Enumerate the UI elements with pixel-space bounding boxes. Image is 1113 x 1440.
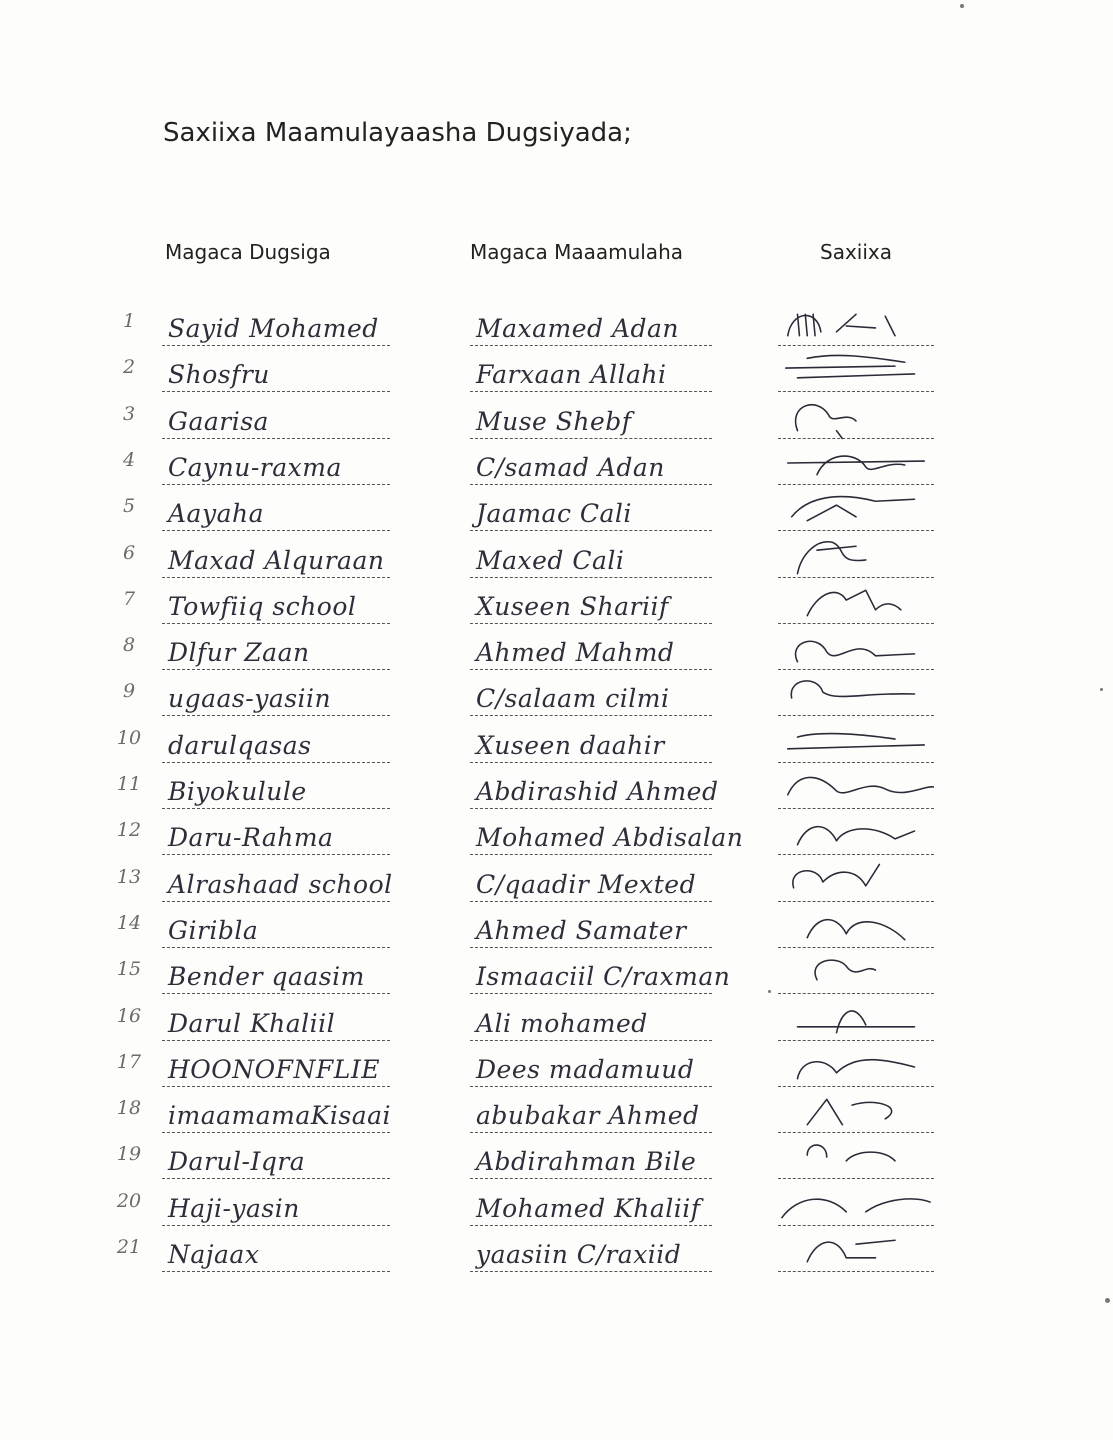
signature-scribble [778,626,934,672]
school-name: Bender qaasim [168,962,365,992]
school-name: Towfiiq school [168,591,357,621]
row-number: 16 [116,1004,142,1027]
principal-name: Ahmed Samater [476,915,687,945]
signature-field [778,1232,934,1272]
principal-name: Ismaaciil C/raxman [476,962,731,992]
signature-scribble [778,765,934,811]
table-row [0,1049,1113,1093]
school-name: Maxad Alquraan [168,545,385,575]
principal-name-field [470,630,712,670]
row-number: 13 [116,865,142,888]
row-number: 11 [116,773,142,795]
school-name-field [162,445,390,485]
principal-name: C/samad Adan [476,452,665,482]
principal-name: yaasiin C/raxiid [476,1240,682,1269]
principal-name-field [470,676,712,716]
signature-scribble [778,904,934,950]
row-number: 4 [122,448,136,471]
principal-name-field [470,815,744,855]
signature-field [778,1001,934,1041]
signature-field [778,491,934,531]
school-name: Alrashaad school [168,869,393,899]
school-name: Caynu-raxma [168,452,342,482]
school-name-field [162,1047,390,1087]
signature-field [778,1139,934,1179]
principal-name-field [470,538,712,578]
table-row [0,447,1113,491]
school-name: Aayaha [168,499,264,529]
signature-field [778,1093,934,1133]
school-name: HOONOFNFLIE [168,1054,380,1084]
signature-scribble [778,1135,934,1181]
signature-field [778,1047,934,1087]
school-name-field [162,908,390,948]
signature-field [778,815,934,855]
signature-scribble [778,441,934,487]
signature-field [778,723,934,763]
signature-field [778,630,934,670]
principal-name: Dees madamuud [476,1054,695,1084]
principal-name-field [470,306,712,346]
row-number: 18 [116,1097,142,1120]
row-number: 15 [116,958,142,981]
principal-name-field [470,1001,712,1041]
school-name-field [162,862,393,902]
signature-scribble [778,395,934,441]
principal-name: Abdirahman Bile [476,1147,697,1177]
signature-scribble [778,811,934,857]
row-number: 3 [122,402,136,425]
table-row [0,956,1113,1000]
school-name: Darul Khaliil [168,1008,336,1038]
school-name-field [162,630,390,670]
principal-name: Xuseen daahir [476,730,665,760]
signature-field [778,306,934,346]
column-header-school: Magaca Dugsiga [165,240,331,264]
school-name: Biyokulule [168,777,307,806]
signature-field [778,862,934,902]
table-row [0,1188,1113,1232]
principal-name-field [470,584,712,624]
row-number: 6 [122,541,136,564]
row-number: 7 [122,587,136,610]
scan-speck [1100,688,1103,691]
table-row [0,1141,1113,1185]
table-row [0,354,1113,398]
school-name-field [162,352,390,392]
signature-scribble [778,719,934,765]
principal-name-field [470,399,712,439]
row-number: 21 [116,1236,142,1258]
school-name-field [162,1093,390,1133]
principal-name: Mohamed Abdisalan [476,823,744,853]
school-name-field [162,954,390,994]
principal-name-field [470,1186,712,1226]
row-number: 12 [116,819,142,842]
principal-name: Farxaan Allahi [476,360,667,390]
signature-scribble [778,1043,934,1089]
school-name-field [162,306,390,346]
school-name: Sayid Mohamed [168,314,379,343]
school-name: ugaas-yasiin [168,684,332,714]
page-title: Saxiixa Maamulayaasha Dugsiyada; [163,118,632,148]
principal-name-field [470,491,712,531]
school-name: darulqasas [168,730,312,760]
principal-name-field [470,769,719,809]
principal-name: Maxamed Adan [476,314,680,343]
school-name: Haji-yasin [168,1193,300,1223]
table-row [0,1095,1113,1139]
signature-field [778,769,934,809]
row-number: 20 [116,1189,142,1212]
table-row [0,864,1113,908]
table-row [0,910,1113,954]
column-header-head: Magaca Maaamulaha [470,240,683,264]
principal-name-field [470,908,712,948]
school-name-field [162,538,390,578]
school-name: Giribla [168,915,259,945]
principal-name-field [470,1047,712,1087]
signature-scribble [778,858,934,904]
row-number: 2 [122,356,136,379]
school-name-field [162,491,390,531]
signature-field [778,584,934,624]
signature-field [778,908,934,948]
signature-field [778,676,934,716]
table-row [0,540,1113,584]
school-name-field [162,815,390,855]
row-number: 17 [116,1050,142,1073]
principal-name: Ali mohamed [476,1008,648,1038]
row-number: 10 [116,726,142,749]
principal-name-field [470,1093,712,1133]
row-number: 5 [122,495,136,518]
school-name: Daru-Rahma [168,823,334,853]
school-name-field [162,1186,390,1226]
school-name: Shosfru [168,360,270,390]
row-number: 19 [116,1143,142,1166]
row-number: 9 [122,680,136,703]
column-header-signature: Saxiixa [820,240,892,264]
table-row [0,632,1113,676]
scan-speck [1105,1298,1110,1303]
signature-scribble [778,997,934,1043]
principal-name-field [470,862,712,902]
school-name: Dlfur Zaan [168,638,310,668]
school-name-field [162,399,390,439]
principal-name: Xuseen Shariif [476,591,669,621]
signature-scribble [778,1228,934,1274]
table-row [0,1003,1113,1047]
table-row [0,586,1113,630]
signature-scribble [778,672,934,718]
table-row [0,771,1113,815]
signature-field [778,954,934,994]
signature-scribble [778,950,934,996]
table-row [0,401,1113,445]
row-number: 14 [116,911,142,934]
principal-name-field [470,954,731,994]
principal-name: Jaamac Cali [476,499,632,529]
school-name-field [162,723,390,763]
signature-scribble [778,580,934,626]
principal-name-field [470,1232,712,1272]
school-name: imaamamaKisaai [168,1101,392,1131]
principal-name-field [470,723,712,763]
principal-name: C/salaam cilmi [476,684,670,714]
principal-name: Mohamed Khaliif [476,1193,701,1223]
signature-field [778,445,934,485]
principal-name-field [470,445,712,485]
signature-scribble [778,1089,934,1135]
table-row [0,308,1113,352]
principal-name: Maxed Cali [476,545,625,575]
signature-scribble [778,348,934,394]
signature-scribble [778,534,934,580]
school-name: Darul-Iqra [168,1147,306,1177]
table-row [0,1234,1113,1278]
principal-name: Muse Shebf [476,406,632,436]
school-name: Gaarisa [168,406,269,436]
signature-scribble [778,1182,934,1228]
scan-speck [960,4,964,8]
school-name: Najaax [168,1240,260,1269]
principal-name: Ahmed Mahmd [476,638,675,668]
row-number: 8 [122,634,136,657]
principal-name-field [470,1139,712,1179]
school-name-field [162,584,390,624]
school-name-field [162,1001,390,1041]
signature-scribble [778,302,934,348]
table-row [0,678,1113,722]
signature-field [778,1186,934,1226]
principal-name: Abdirashid Ahmed [476,777,719,806]
signature-field [778,352,934,392]
principal-name-field [470,352,712,392]
signature-field [778,538,934,578]
row-number: 1 [122,310,136,332]
principal-name: abubakar Ahmed [476,1101,700,1131]
principal-name: C/qaadir Mexted [476,869,697,899]
school-name-field [162,676,390,716]
school-name-field [162,769,390,809]
signature-scribble [778,487,934,533]
school-name-field [162,1232,390,1272]
signature-field [778,399,934,439]
table-row [0,817,1113,861]
scan-speck [768,990,771,993]
school-name-field [162,1139,390,1179]
table-row [0,493,1113,537]
table-row [0,725,1113,769]
